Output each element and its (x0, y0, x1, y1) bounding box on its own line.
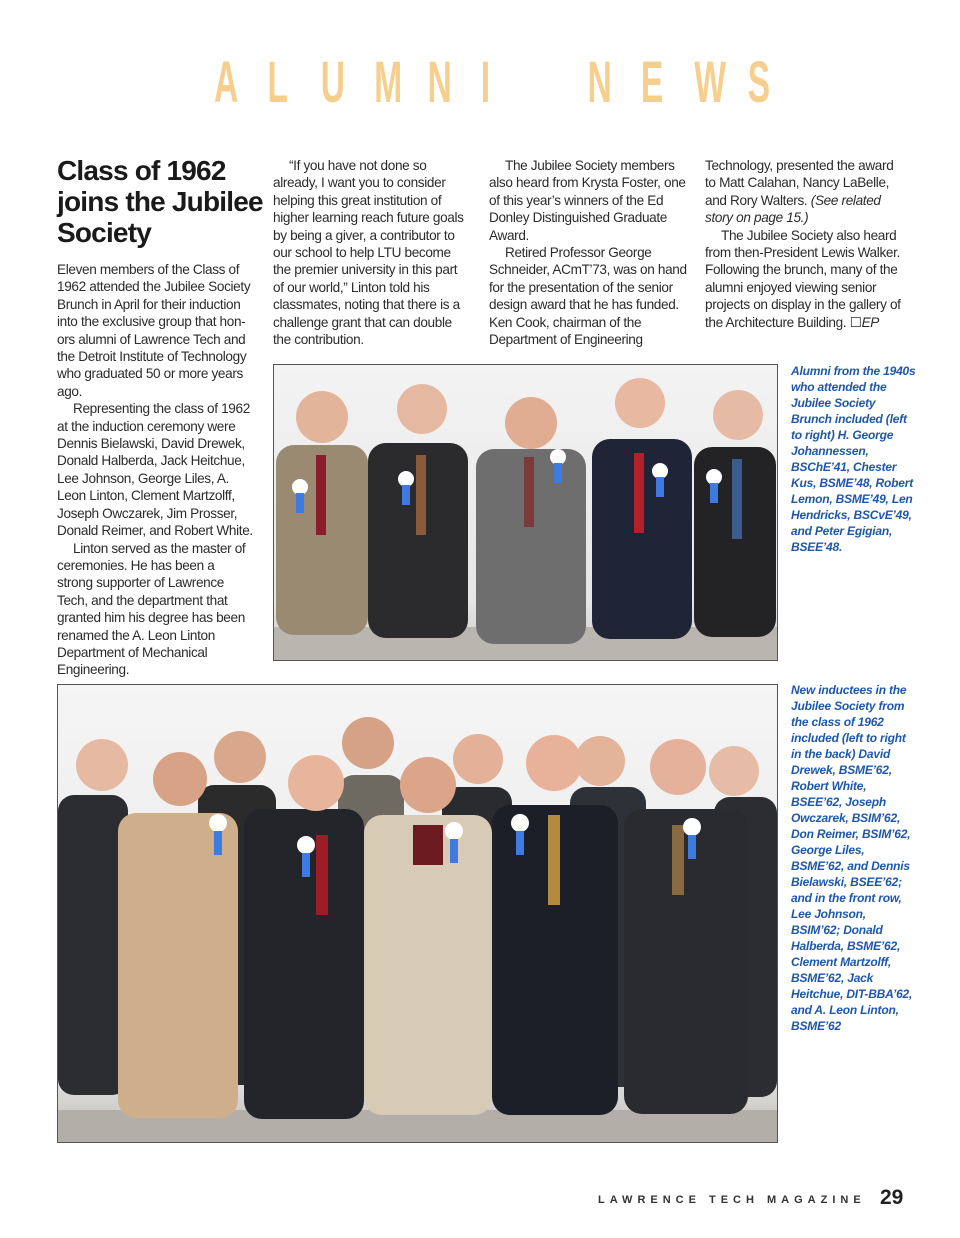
photo-1-caption: Alumni from the 1940s who attended the Jubilee Society Brunch included (left to right) H. George Johannessen, BSChE’41, Chester Kus, BSME’48, Robert Lemon, BSME’49, Len Hendricks, BSCvE’49, and Peter Egigian, BSEE’48. (791, 364, 916, 554)
paragraph: Representing the class of 1962 at the induction ceremony were Dennis Bielawski, David Drewek, Donald Halberda, Jack Heitchue, Lee Johnson, George Liles, A. Leon Linton, Clement Martzolff, Joseph Owczarek, Jim Prosser, Donald Reimer, and Robert White. (57, 401, 253, 539)
article-column-4 (705, 157, 905, 331)
byline: EP (861, 314, 879, 330)
article-column-3 (489, 157, 687, 348)
paragraph: Retired Professor George Schneider, ACmT’73, was on hand for the presentation of the senior design award that he has funded. Ken Cook, chairman of the Department of Engineering (489, 245, 687, 348)
paragraph: Linton served as the master of ceremonies. He has been a strong supporter of Lawrence Tech, and the department that granted him his degree has been renamed the A. Leon Linton Department of Mechanical Engineering. (57, 540, 246, 678)
magazine-name: LAWRENCE TECH MAGAZINE (598, 1194, 866, 1206)
paragraph: “If you have not done so already, I want you to consider helping this great institution of higher learning reach future goals by being a giver, a contributor to our school to help LTU become the premier university in this part of our world,” Linton told his classmates, noting that there is a challenge grant that can double the contribution. (273, 158, 464, 348)
paragraph: The Jubilee Society members also heard from Krysta Foster, one of this year’s winners of the Ed Donley Distinguished Graduate Award. (489, 158, 686, 243)
paragraph: Eleven members of the Class of 1962 attended the Jubilee Society Brunch in April for their induction into the exclusive group that hon-ors alumni of Lawrence Tech and the Detroit Institute of Technology who graduated 50 or more years ago. (57, 262, 251, 399)
section-title: A L U M N I N E W S (214, 50, 771, 115)
paragraph: The Jubilee Society also heard from then-President Lewis Walker. Following the brunch, many of the alumni enjoyed viewing senior projects on display in the gallery of the Architecture Building. ☐EP (705, 227, 901, 330)
photo-class-of-1962 (57, 684, 778, 1143)
photo-1940s-alumni (273, 364, 778, 661)
end-mark-icon: ☐ (849, 314, 862, 330)
group-photo-illustration (58, 685, 777, 1142)
article-column-2 (273, 157, 469, 348)
group-photo-illustration (274, 365, 777, 660)
article-headline: Class of 1962 joins the Jubilee Society (57, 155, 263, 248)
photo-2-caption: New inductees in the Jubilee Society from the class of 1962 included (left to right in the back) David Drewek, BSME’62, Robert White, BSEE’62, Joseph Owczarek, BSIM’62, Don Reimer, BSIM’62, George Liles, BSME’62, and Dennis Bielawski, BSEE’62; and in the front row, Lee Johnson, BSIM’62; Donald Halberda, BSME’62, Clement Martzolff, BSME’62, Jack Heitchue, DIT-BBA’62, and A. Leon Linton, BSME’62 (791, 683, 913, 1033)
page-number: 29 (880, 1186, 904, 1209)
article-column-1 (57, 261, 253, 679)
paragraph: Technology, presented the award to Matt Calahan, Nancy LaBelle, and Rory Walters. (See related story on page 15.) (705, 158, 894, 226)
